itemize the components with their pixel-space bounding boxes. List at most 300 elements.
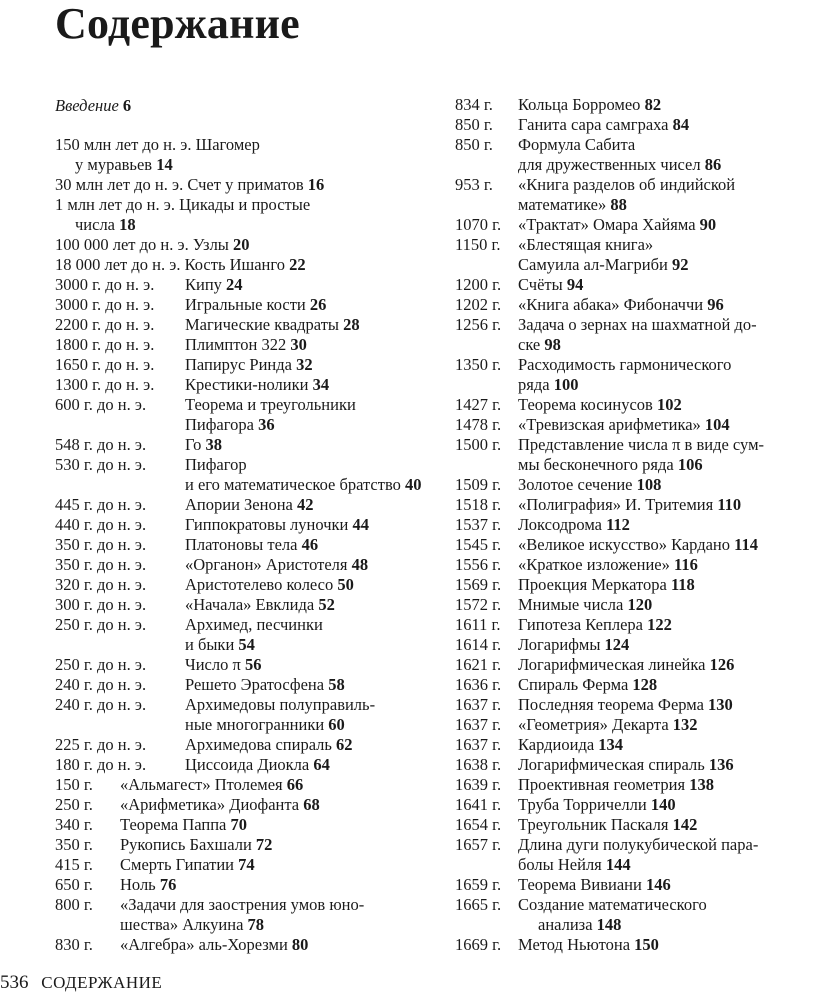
toc-entry-line bbox=[185, 535, 425, 555]
toc-left-column bbox=[55, 135, 425, 955]
toc-entry[interactable] bbox=[55, 335, 425, 355]
toc-entry-date: 180 г. до н. э. bbox=[55, 755, 147, 774]
toc-entry-line bbox=[518, 855, 810, 875]
toc-entry-text: Теорема Вивиани bbox=[518, 875, 642, 894]
toc-entry-title bbox=[518, 715, 810, 735]
toc-entry-title bbox=[185, 735, 425, 755]
toc-entry-date: 850 г. bbox=[455, 115, 493, 134]
toc-entry[interactable] bbox=[55, 315, 425, 335]
toc-entry[interactable] bbox=[55, 595, 425, 615]
toc-entry-text: Длина дуги полукубической пара- bbox=[518, 835, 759, 854]
intro-label: Введение bbox=[55, 96, 119, 115]
toc-entry-text: Магические квадраты bbox=[185, 315, 339, 334]
toc-entry-date: 2200 г. до н. э. bbox=[55, 315, 155, 334]
toc-entry-title bbox=[185, 335, 425, 355]
toc-entry-text: Представление числа π в виде сум- bbox=[518, 435, 765, 454]
toc-entry-line bbox=[518, 575, 810, 595]
toc-entry-line bbox=[518, 215, 810, 235]
toc-entry-date: 530 г. до н. э. bbox=[55, 455, 147, 474]
toc-entry[interactable] bbox=[55, 195, 425, 235]
toc-entry-title bbox=[185, 495, 425, 515]
toc-entry-title bbox=[518, 95, 810, 115]
toc-entry-line bbox=[518, 735, 810, 755]
toc-entry[interactable] bbox=[455, 575, 810, 595]
toc-entry-line bbox=[185, 555, 425, 575]
toc-entry-date: 240 г. до н. э. bbox=[55, 675, 147, 694]
toc-entry-line bbox=[55, 255, 425, 275]
toc-entry-title bbox=[518, 115, 810, 135]
toc-entry[interactable] bbox=[455, 695, 810, 715]
toc-entry-page: 86 bbox=[704, 155, 722, 174]
toc-entry-line bbox=[518, 175, 810, 195]
toc-entry-line bbox=[518, 455, 810, 475]
toc-entry[interactable] bbox=[455, 875, 810, 895]
toc-entry-title bbox=[518, 535, 810, 555]
toc-entry-text: Создание математического bbox=[518, 895, 707, 914]
toc-entry-page: 64 bbox=[313, 755, 330, 774]
toc-entry-title bbox=[185, 555, 425, 575]
toc-entry[interactable] bbox=[455, 315, 810, 355]
toc-entry-page: 140 bbox=[650, 795, 676, 814]
toc-entry-text: и быки bbox=[185, 635, 235, 654]
toc-entry[interactable] bbox=[55, 935, 425, 955]
toc-entry-date: 1256 г. bbox=[455, 315, 502, 334]
toc-entry-text: Теорема и треугольники bbox=[185, 395, 356, 414]
toc-entry-line bbox=[518, 515, 810, 535]
toc-entry-line bbox=[518, 795, 810, 815]
toc-entry-page: 142 bbox=[672, 815, 698, 834]
toc-entry-title bbox=[55, 235, 425, 255]
toc-entry-date: 1572 г. bbox=[455, 595, 502, 614]
toc-entry-page: 38 bbox=[205, 435, 222, 454]
toc-entry[interactable] bbox=[455, 595, 810, 615]
toc-entry-page: 34 bbox=[312, 375, 330, 394]
toc-entry-date: 3000 г. до н. э. bbox=[55, 295, 155, 314]
toc-entry-page: 58 bbox=[328, 675, 345, 694]
toc-entry-line bbox=[55, 175, 425, 195]
toc-entry[interactable] bbox=[455, 675, 810, 695]
toc-entry-text: «Полиграфия» И. Тритемия bbox=[518, 495, 714, 514]
toc-entry-line bbox=[518, 315, 810, 335]
toc-entry-text: Пифагор bbox=[185, 455, 247, 474]
toc-entry[interactable] bbox=[55, 795, 425, 815]
toc-entry-text: Пифагора bbox=[185, 415, 254, 434]
toc-entry[interactable] bbox=[455, 815, 810, 835]
toc-entry-page: 26 bbox=[309, 295, 327, 314]
toc-entry-title bbox=[518, 815, 810, 835]
toc-entry-line bbox=[120, 855, 425, 875]
toc-entry-page: 112 bbox=[606, 515, 630, 534]
toc-entry-page: 52 bbox=[318, 595, 335, 614]
toc-entry-text: «Великое искусство» Кардано bbox=[518, 535, 731, 554]
toc-entry-page: 72 bbox=[255, 835, 273, 854]
toc-entry-line bbox=[185, 695, 425, 715]
toc-entry[interactable] bbox=[55, 875, 425, 895]
toc-right-column bbox=[455, 95, 810, 955]
toc-entry-date: 415 г. bbox=[55, 855, 93, 874]
toc-entry[interactable] bbox=[55, 295, 425, 315]
toc-entry-line bbox=[518, 895, 810, 915]
toc-entry-line bbox=[518, 155, 810, 175]
toc-entry-date: 650 г. bbox=[55, 875, 93, 894]
toc-entry-title bbox=[518, 775, 810, 795]
toc-entry-title bbox=[518, 575, 810, 595]
toc-entry-page: 132 bbox=[672, 715, 698, 734]
toc-entry-date: 150 г. bbox=[55, 775, 93, 794]
toc-entry-page: 42 bbox=[296, 495, 314, 514]
toc-entry-date: 250 г. до н. э. bbox=[55, 655, 147, 674]
toc-entry-date: 350 г. до н. э. bbox=[55, 535, 147, 554]
toc-entry-text: Мнимые числа bbox=[518, 595, 624, 614]
toc-entry-date: 250 г. до н. э. bbox=[55, 615, 147, 634]
toc-entry-text: Архимедовы полуправиль- bbox=[185, 695, 376, 714]
toc-intro-entry[interactable] bbox=[55, 96, 131, 116]
toc-entry-text: Апории Зенона bbox=[185, 495, 293, 514]
toc-entry-text: Счёты bbox=[518, 275, 563, 294]
toc-entry[interactable] bbox=[455, 715, 810, 735]
toc-entry-text: ряда bbox=[518, 375, 550, 394]
toc-entry-line bbox=[185, 435, 425, 455]
toc-entry-line bbox=[518, 395, 810, 415]
toc-entry-page: 106 bbox=[677, 455, 703, 474]
toc-entry-title bbox=[120, 855, 425, 875]
toc-entry-title bbox=[518, 895, 810, 935]
toc-entry-title bbox=[518, 235, 810, 275]
toc-entry-date: 1639 г. bbox=[455, 775, 502, 794]
toc-entry-date: 1657 г. bbox=[455, 835, 502, 854]
toc-entry-page: 82 bbox=[644, 95, 662, 114]
toc-entry-line bbox=[185, 635, 425, 655]
toc-entry-page: 102 bbox=[656, 395, 682, 414]
toc-entry-page: 14 bbox=[156, 155, 173, 174]
toc-entry-title bbox=[518, 135, 810, 175]
toc-entry[interactable] bbox=[55, 495, 425, 515]
toc-entry-page: 110 bbox=[717, 495, 742, 514]
toc-entry[interactable] bbox=[455, 755, 810, 775]
toc-entry-text: анализа bbox=[538, 915, 593, 934]
toc-entry-date: 1665 г. bbox=[455, 895, 502, 914]
toc-entry-title bbox=[55, 195, 425, 235]
toc-entry[interactable] bbox=[455, 935, 810, 955]
toc-entry-date: 1659 г. bbox=[455, 875, 502, 894]
toc-entry[interactable] bbox=[455, 355, 810, 395]
toc-entry-line bbox=[518, 235, 810, 255]
toc-entry-page: 136 bbox=[708, 755, 734, 774]
toc-entry-line bbox=[518, 595, 810, 615]
toc-entry-line bbox=[185, 495, 425, 515]
toc-entry[interactable] bbox=[455, 95, 810, 115]
toc-entry-page: 126 bbox=[709, 655, 735, 674]
toc-entry-text: «Краткое изложение» bbox=[518, 555, 670, 574]
toc-entry-line bbox=[518, 135, 810, 155]
toc-entry-text: Локсодрома bbox=[518, 515, 602, 534]
toc-entry-line bbox=[518, 675, 810, 695]
toc-entry-line bbox=[518, 535, 810, 555]
toc-entry-line bbox=[55, 235, 425, 255]
toc-entry[interactable] bbox=[455, 395, 810, 415]
toc-entry[interactable] bbox=[455, 475, 810, 495]
toc-entry-text: Число π bbox=[185, 655, 241, 674]
toc-entry[interactable] bbox=[55, 175, 425, 195]
toc-entry-line bbox=[120, 895, 425, 915]
toc-entry-text: Гиппократовы луночки bbox=[185, 515, 349, 534]
page-title: Содержание bbox=[55, 0, 300, 48]
toc-entry-text: 30 млн лет до н. э. Счет у приматов bbox=[55, 175, 304, 194]
toc-entry-text: Труба Торричелли bbox=[518, 795, 647, 814]
toc-entry[interactable] bbox=[55, 375, 425, 395]
toc-entry[interactable] bbox=[55, 775, 425, 795]
toc-entry-date: 350 г. bbox=[55, 835, 93, 854]
toc-entry[interactable] bbox=[455, 655, 810, 675]
toc-entry[interactable] bbox=[455, 515, 810, 535]
toc-entry-text: ные многогранники bbox=[185, 715, 325, 734]
toc-entry-date: 1202 г. bbox=[455, 295, 502, 314]
toc-entry-title bbox=[120, 835, 425, 855]
toc-entry-page: 148 bbox=[596, 915, 622, 934]
toc-entry-page: 36 bbox=[258, 415, 275, 434]
toc-entry-page: 50 bbox=[337, 575, 354, 594]
toc-entry-text: Кипу bbox=[185, 275, 222, 294]
toc-entry-title bbox=[518, 595, 810, 615]
toc-entry-line bbox=[518, 875, 810, 895]
toc-entry-page: 84 bbox=[672, 115, 690, 134]
toc-entry-text: Расходимость гармонического bbox=[518, 355, 732, 374]
toc-entry-title bbox=[518, 675, 810, 695]
toc-entry[interactable] bbox=[455, 175, 810, 215]
toc-entry-line bbox=[518, 695, 810, 715]
toc-entry[interactable] bbox=[455, 615, 810, 635]
toc-entry[interactable] bbox=[55, 515, 425, 535]
toc-entry-line bbox=[518, 435, 810, 455]
toc-entry-date: 834 г. bbox=[455, 95, 493, 114]
toc-entry[interactable] bbox=[455, 415, 810, 435]
toc-entry[interactable] bbox=[55, 835, 425, 855]
toc-entry-line bbox=[518, 555, 810, 575]
toc-entry-date: 300 г. до н. э. bbox=[55, 595, 147, 614]
toc-entry-page: 74 bbox=[238, 855, 255, 874]
toc-entry-text: Последняя теорема Ферма bbox=[518, 695, 704, 714]
toc-entry-line bbox=[120, 915, 425, 935]
toc-entry[interactable] bbox=[55, 135, 425, 175]
toc-entry-text: Логарифмическая спираль bbox=[518, 755, 705, 774]
toc-entry[interactable] bbox=[455, 535, 810, 555]
toc-entry-title bbox=[185, 615, 425, 655]
toc-entry[interactable] bbox=[455, 835, 810, 875]
toc-entry[interactable] bbox=[455, 135, 810, 175]
toc-entry[interactable] bbox=[55, 895, 425, 935]
toc-entry-text: «Арифметика» Диофанта bbox=[120, 795, 300, 814]
toc-entry-text: Ноль bbox=[120, 875, 156, 894]
toc-entry-title bbox=[185, 575, 425, 595]
toc-entry-line bbox=[518, 475, 810, 495]
toc-entry-text: «Геометрия» Декарта bbox=[518, 715, 669, 734]
toc-entry-page: 18 bbox=[119, 215, 136, 234]
toc-entry-title bbox=[185, 315, 425, 335]
toc-entry-page: 76 bbox=[159, 875, 177, 894]
toc-entry[interactable] bbox=[55, 235, 425, 255]
toc-entry[interactable] bbox=[55, 755, 425, 775]
toc-entry[interactable] bbox=[55, 535, 425, 555]
toc-entry-title bbox=[518, 415, 810, 435]
toc-entry-title bbox=[185, 435, 425, 455]
toc-entry-date: 1637 г. bbox=[455, 695, 502, 714]
toc-entry-line bbox=[518, 655, 810, 675]
toc-entry-title bbox=[518, 635, 810, 655]
toc-entry-title bbox=[185, 455, 425, 495]
toc-entry-line bbox=[518, 275, 810, 295]
toc-entry-text: Формула Сабита bbox=[518, 135, 636, 154]
toc-entry[interactable] bbox=[455, 895, 810, 935]
toc-entry-text: Архимед, песчинки bbox=[185, 615, 323, 634]
toc-entry-date: 1545 г. bbox=[455, 535, 502, 554]
toc-entry-date: 1509 г. bbox=[455, 475, 502, 494]
toc-entry-title bbox=[185, 375, 425, 395]
toc-entry-date: 1654 г. bbox=[455, 815, 502, 834]
toc-entry-line bbox=[518, 255, 810, 275]
toc-entry-text: Папирус Ринда bbox=[185, 355, 292, 374]
toc-entry[interactable] bbox=[55, 855, 425, 875]
toc-entry-text: 150 млн лет до н. э. Шагомер bbox=[55, 135, 260, 154]
toc-entry-text: и его математическое братство bbox=[185, 475, 401, 494]
toc-entry-date: 225 г. до н. э. bbox=[55, 735, 147, 754]
toc-entry-text: Теорема Паппа bbox=[120, 815, 227, 834]
toc-entry[interactable] bbox=[455, 635, 810, 655]
toc-entry-page: 98 bbox=[544, 335, 561, 354]
toc-entry-title bbox=[518, 295, 810, 315]
toc-entry-page: 16 bbox=[307, 175, 325, 194]
toc-entry-text: Самуила ал-Магриби bbox=[518, 255, 668, 274]
toc-entry-title bbox=[120, 875, 425, 895]
toc-entry-title bbox=[185, 395, 425, 435]
toc-entry[interactable] bbox=[55, 355, 425, 375]
toc-entry-line bbox=[518, 815, 810, 835]
toc-entry[interactable] bbox=[55, 255, 425, 275]
toc-entry-line bbox=[518, 335, 810, 355]
toc-entry-text: Логарифмы bbox=[518, 635, 601, 654]
page-footer bbox=[0, 972, 162, 994]
toc-entry-line bbox=[518, 615, 810, 635]
toc-entry[interactable] bbox=[455, 795, 810, 815]
toc-entry[interactable] bbox=[455, 215, 810, 235]
toc-entry[interactable] bbox=[455, 555, 810, 575]
toc-entry-date: 1637 г. bbox=[455, 735, 502, 754]
toc-entry-date: 1150 г. bbox=[455, 235, 501, 254]
toc-entry-date: 850 г. bbox=[455, 135, 493, 154]
toc-entry-page: 62 bbox=[336, 735, 353, 754]
toc-entry[interactable] bbox=[55, 455, 425, 495]
toc-entry-text: болы Нейля bbox=[518, 855, 602, 874]
toc-entry-line bbox=[185, 295, 425, 315]
toc-entry-text: Го bbox=[185, 435, 202, 454]
toc-entry-page: 94 bbox=[566, 275, 584, 294]
toc-entry-text: 100 000 лет до н. э. Узлы bbox=[55, 235, 229, 254]
toc-entry-title bbox=[185, 655, 425, 675]
toc-entry-page: 96 bbox=[707, 295, 724, 314]
toc-entry-title bbox=[120, 935, 425, 955]
toc-entry-text: Теорема косинусов bbox=[518, 395, 653, 414]
toc-entry[interactable] bbox=[455, 295, 810, 315]
toc-entry[interactable] bbox=[55, 395, 425, 435]
toc-entry-text: Гипотеза Кеплера bbox=[518, 615, 643, 634]
toc-entry-line bbox=[518, 835, 810, 855]
toc-entry[interactable] bbox=[55, 575, 425, 595]
toc-entry-title bbox=[55, 135, 425, 175]
toc-entry-text: Платоновы тела bbox=[185, 535, 298, 554]
toc-entry-page: 30 bbox=[290, 335, 307, 354]
toc-entry-page: 24 bbox=[226, 275, 243, 294]
toc-entry-date: 953 г. bbox=[455, 175, 493, 194]
toc-entry-page: 108 bbox=[636, 475, 662, 494]
toc-entry-date: 445 г. до н. э. bbox=[55, 495, 147, 514]
toc-entry-title bbox=[518, 495, 810, 515]
toc-entry-line bbox=[185, 655, 425, 675]
toc-entry-title bbox=[55, 255, 425, 275]
toc-entry[interactable] bbox=[455, 115, 810, 135]
toc-entry-title bbox=[518, 695, 810, 715]
toc-entry[interactable] bbox=[455, 435, 810, 475]
toc-entry[interactable] bbox=[55, 275, 425, 295]
toc-entry-text: Логарифмическая линейка bbox=[518, 655, 706, 674]
toc-entry-title bbox=[185, 695, 425, 735]
toc-entry-line bbox=[185, 335, 425, 355]
toc-entry-text: «Задачи для заострения умов юно- bbox=[120, 895, 365, 914]
toc-entry[interactable] bbox=[455, 235, 810, 275]
toc-entry[interactable] bbox=[55, 735, 425, 755]
toc-entry-text: Плимптон 322 bbox=[185, 335, 287, 354]
toc-entry-date: 1500 г. bbox=[455, 435, 502, 454]
toc-entry-title bbox=[55, 175, 425, 195]
toc-entry-text: 1 млн лет до н. э. Цикады и простые bbox=[55, 195, 311, 214]
toc-entry-line bbox=[518, 295, 810, 315]
toc-entry-title bbox=[518, 475, 810, 495]
toc-entry-text: Ганита сара самграха bbox=[518, 115, 669, 134]
toc-entry-title bbox=[518, 555, 810, 575]
toc-entry-date: 1637 г. bbox=[455, 715, 502, 734]
toc-entry-text: «Тревизская арифметика» bbox=[518, 415, 701, 434]
toc-entry-title bbox=[518, 875, 810, 895]
toc-entry[interactable] bbox=[55, 555, 425, 575]
toc-entry-date: 1669 г. bbox=[455, 935, 502, 954]
toc-entry-date: 1556 г. bbox=[455, 555, 502, 574]
toc-entry[interactable] bbox=[55, 675, 425, 695]
toc-entry-date: 1427 г. bbox=[455, 395, 502, 414]
toc-entry[interactable] bbox=[455, 735, 810, 755]
toc-entry-page: 70 bbox=[230, 815, 248, 834]
toc-entry-text: у муравьев bbox=[75, 155, 153, 174]
toc-entry[interactable] bbox=[455, 275, 810, 295]
footer-page-number: 536 bbox=[0, 972, 29, 993]
toc-entry[interactable] bbox=[455, 495, 810, 515]
toc-entry-title bbox=[518, 615, 810, 635]
toc-entry-page: 150 bbox=[634, 935, 659, 954]
toc-entry[interactable] bbox=[55, 815, 425, 835]
toc-entry-page: 124 bbox=[604, 635, 630, 654]
toc-entry-page: 44 bbox=[352, 515, 369, 534]
toc-entry-title bbox=[518, 735, 810, 755]
toc-entry-page: 20 bbox=[233, 235, 250, 254]
toc-entry[interactable] bbox=[55, 435, 425, 455]
toc-entry-line bbox=[55, 215, 425, 235]
toc-entry-page: 92 bbox=[671, 255, 689, 274]
toc-entry-date: 1200 г. bbox=[455, 275, 502, 294]
toc-entry-line bbox=[55, 195, 425, 215]
toc-entry[interactable] bbox=[55, 615, 425, 655]
toc-entry[interactable] bbox=[455, 775, 810, 795]
toc-entry-text: «Трактат» Омара Хайяма bbox=[518, 215, 696, 234]
toc-entry-text: «Алгебра» аль-Хорезми bbox=[120, 935, 288, 954]
toc-entry[interactable] bbox=[55, 695, 425, 735]
toc-entry[interactable] bbox=[55, 655, 425, 675]
